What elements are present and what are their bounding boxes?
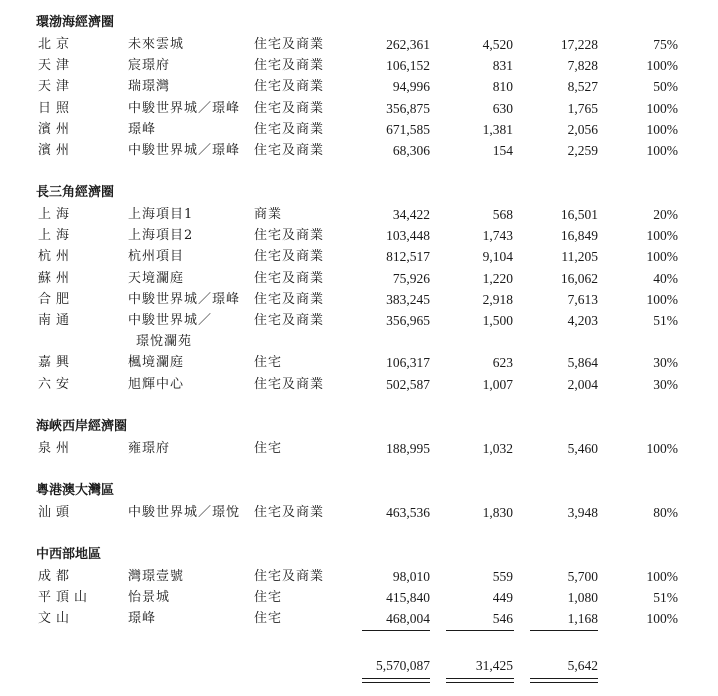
use-cell: 住宅及商業 xyxy=(254,37,325,52)
use-cell: 住宅及商業 xyxy=(254,376,325,392)
use-cell: 住宅及商業 xyxy=(254,569,325,584)
city-cell: 文山 xyxy=(38,611,75,627)
region-title: 中西部地區 xyxy=(36,547,102,562)
gfa-cell: 68,306 xyxy=(392,143,430,158)
interest-cell: 100% xyxy=(646,143,678,158)
total-price: 5,642 xyxy=(567,658,598,673)
city-cell: 上海 xyxy=(38,228,75,244)
price-cell: 3,948 xyxy=(567,505,598,520)
price-cell: 2,004 xyxy=(567,376,598,392)
city-cell: 天津 xyxy=(38,58,75,74)
gfa-cell: 34,422 xyxy=(392,207,430,222)
price-cell: 2,259 xyxy=(567,143,598,158)
interest-cell: 100% xyxy=(646,249,678,265)
table-row xyxy=(0,55,718,76)
units-cell: 9,104 xyxy=(482,249,513,265)
gfa-cell: 106,317 xyxy=(386,355,430,371)
gfa-cell: 103,448 xyxy=(386,228,430,244)
city-cell: 六安 xyxy=(38,376,75,392)
price-cell: 1,080 xyxy=(567,590,598,606)
interest-cell: 100% xyxy=(646,121,678,137)
table-row xyxy=(0,140,718,161)
price-cell: 2,056 xyxy=(567,121,598,137)
project-cell: 璟峰 xyxy=(128,611,157,627)
project-cell: 中駿世界城／璟峰 xyxy=(128,143,241,158)
price-cell: 16,849 xyxy=(560,228,598,244)
units-cell: 1,032 xyxy=(482,441,513,456)
use-cell: 住宅及商業 xyxy=(254,228,325,244)
project-cell: 未來雲城 xyxy=(128,37,185,52)
price-cell: 7,613 xyxy=(567,291,598,307)
gfa-cell: 671,585 xyxy=(386,121,430,137)
region-title: 粵港澳大灣區 xyxy=(36,483,115,498)
units-cell: 546 xyxy=(492,611,513,627)
project-cell: 中駿世界城／ xyxy=(128,313,213,328)
units-cell: 1,743 xyxy=(482,228,513,244)
total-double-rule-units xyxy=(446,678,514,683)
city-cell: 北京 xyxy=(38,37,75,52)
project-cell: 中駿世界城／璟悅 xyxy=(128,505,241,520)
table-row xyxy=(0,374,718,395)
project-cell: 宸璟府 xyxy=(128,58,171,74)
units-cell: 810 xyxy=(492,79,513,95)
city-cell: 泉州 xyxy=(38,441,75,456)
units-cell: 1,381 xyxy=(482,121,513,137)
project-cell: 上海項目1 xyxy=(128,207,194,222)
region-title: 海峽西岸經濟圈 xyxy=(36,419,128,434)
subtotal-rule-area xyxy=(362,630,430,631)
project-cell: 杭州項目 xyxy=(128,249,185,265)
city-cell: 合肥 xyxy=(38,291,75,307)
project-cell: 旭輝中心 xyxy=(128,376,185,392)
gfa-cell: 106,152 xyxy=(386,58,430,74)
project-cell: 楓境瀾庭 xyxy=(128,355,185,371)
price-cell: 16,062 xyxy=(560,270,598,286)
price-cell: 1,168 xyxy=(567,611,598,627)
price-cell: 1,765 xyxy=(567,100,598,116)
project-cell: 怡景城 xyxy=(128,590,171,606)
city-cell: 濱州 xyxy=(38,143,75,158)
interest-cell: 100% xyxy=(646,228,678,244)
region-title: 長三角經濟圈 xyxy=(36,185,115,200)
units-cell: 1,500 xyxy=(482,313,513,328)
interest-cell: 75% xyxy=(653,37,678,52)
units-cell: 4,520 xyxy=(482,37,513,52)
gfa-cell: 463,536 xyxy=(386,505,430,520)
table-row xyxy=(0,268,718,289)
table-row xyxy=(0,289,718,310)
city-cell: 天津 xyxy=(38,79,75,95)
project-cell: 中駿世界城／璟峰 xyxy=(128,291,241,307)
gfa-cell: 415,840 xyxy=(386,590,430,606)
project-cell: 雍璟府 xyxy=(128,441,171,456)
units-cell: 568 xyxy=(492,207,513,222)
interest-cell: 40% xyxy=(653,270,678,286)
interest-cell: 51% xyxy=(653,313,678,328)
use-cell: 住宅及商業 xyxy=(254,121,325,137)
units-cell: 2,918 xyxy=(482,291,513,307)
project-cell: 中駿世界城／璟峰 xyxy=(128,100,241,116)
city-cell: 濱州 xyxy=(38,121,75,137)
gfa-cell: 94,996 xyxy=(392,79,430,95)
price-cell: 5,700 xyxy=(567,569,598,584)
gfa-cell: 262,361 xyxy=(386,37,430,52)
interest-cell: 30% xyxy=(653,355,678,371)
units-cell: 623 xyxy=(492,355,513,371)
use-cell: 商業 xyxy=(254,207,283,222)
table-row xyxy=(0,225,718,246)
use-cell: 住宅 xyxy=(254,355,283,371)
use-cell: 住宅 xyxy=(254,441,283,456)
table-row xyxy=(0,204,718,225)
city-cell: 上海 xyxy=(38,207,75,222)
total-double-rule-area xyxy=(362,678,430,683)
price-cell: 8,527 xyxy=(567,79,598,95)
units-cell: 449 xyxy=(492,590,513,606)
interest-cell: 20% xyxy=(653,207,678,222)
use-cell: 住宅及商業 xyxy=(254,505,325,520)
table-row xyxy=(0,587,718,608)
use-cell: 住宅及商業 xyxy=(254,143,325,158)
city-cell: 汕頭 xyxy=(38,505,75,520)
units-cell: 1,220 xyxy=(482,270,513,286)
interest-cell: 100% xyxy=(646,100,678,116)
use-cell: 住宅及商業 xyxy=(254,249,325,265)
table-row xyxy=(0,34,718,55)
price-cell: 16,501 xyxy=(560,207,598,222)
gfa-cell: 468,004 xyxy=(386,611,430,627)
table-row xyxy=(0,566,718,587)
subtotal-rule-units xyxy=(446,630,514,631)
interest-cell: 30% xyxy=(653,376,678,392)
use-cell: 住宅及商業 xyxy=(254,58,325,74)
interest-cell: 51% xyxy=(653,590,678,606)
units-cell: 831 xyxy=(492,58,513,74)
region-title: 環渤海經濟圈 xyxy=(36,15,115,30)
use-cell: 住宅及商業 xyxy=(254,270,325,286)
price-cell: 5,864 xyxy=(567,355,598,371)
project-cell: 灣璟壹號 xyxy=(128,569,185,584)
gfa-cell: 502,587 xyxy=(386,376,430,392)
subtotal-rule-price xyxy=(530,630,598,631)
price-cell: 11,205 xyxy=(561,249,598,265)
table-row xyxy=(0,608,718,629)
project-cell-continued: 璟悅瀾苑 xyxy=(136,334,193,350)
units-cell: 1,007 xyxy=(482,376,513,392)
interest-cell: 100% xyxy=(646,58,678,74)
project-cell: 瑞璟灣 xyxy=(128,79,171,95)
price-cell: 4,203 xyxy=(567,313,598,328)
table-row xyxy=(0,98,718,119)
use-cell: 住宅及商業 xyxy=(254,100,325,116)
use-cell: 住宅及商業 xyxy=(254,291,325,307)
city-cell: 南通 xyxy=(38,313,75,328)
table-row xyxy=(0,310,718,350)
city-cell: 蘇州 xyxy=(38,270,75,286)
city-cell: 平頂山 xyxy=(38,590,93,606)
project-cell: 上海項目2 xyxy=(128,228,194,244)
total-units: 31,425 xyxy=(475,658,513,673)
project-cell: 璟峰 xyxy=(128,121,157,137)
total-area: 5,570,087 xyxy=(376,658,430,673)
use-cell: 住宅及商業 xyxy=(254,79,325,95)
table-row xyxy=(0,246,718,267)
interest-cell: 100% xyxy=(646,569,678,584)
price-cell: 5,460 xyxy=(567,441,598,456)
total-double-rule-price xyxy=(530,678,598,683)
price-cell: 17,228 xyxy=(560,37,598,52)
city-cell: 嘉興 xyxy=(38,355,75,371)
table-row xyxy=(0,502,718,523)
interest-cell: 100% xyxy=(646,441,678,456)
gfa-cell: 812,517 xyxy=(386,249,430,265)
interest-cell: 100% xyxy=(646,611,678,627)
table-row xyxy=(0,352,718,373)
city-cell: 成都 xyxy=(38,569,75,584)
units-cell: 154 xyxy=(492,143,513,158)
table-row xyxy=(0,119,718,140)
units-cell: 1,830 xyxy=(482,505,513,520)
gfa-cell: 356,875 xyxy=(386,100,430,116)
gfa-cell: 356,965 xyxy=(386,313,430,328)
units-cell: 559 xyxy=(492,569,513,584)
city-cell: 杭州 xyxy=(38,249,75,265)
table-row xyxy=(0,76,718,97)
city-cell: 日照 xyxy=(38,100,75,116)
use-cell: 住宅 xyxy=(254,611,283,627)
gfa-cell: 383,245 xyxy=(386,291,430,307)
use-cell: 住宅及商業 xyxy=(254,313,325,328)
interest-cell: 100% xyxy=(646,291,678,307)
gfa-cell: 98,010 xyxy=(392,569,430,584)
table-row xyxy=(0,438,718,459)
gfa-cell: 188,995 xyxy=(386,441,430,456)
price-cell: 7,828 xyxy=(567,58,598,74)
interest-cell: 80% xyxy=(653,505,678,520)
gfa-cell: 75,926 xyxy=(392,270,430,286)
interest-cell: 50% xyxy=(653,79,678,95)
units-cell: 630 xyxy=(492,100,513,116)
project-cell: 天境瀾庭 xyxy=(128,270,185,286)
use-cell: 住宅 xyxy=(254,590,283,606)
